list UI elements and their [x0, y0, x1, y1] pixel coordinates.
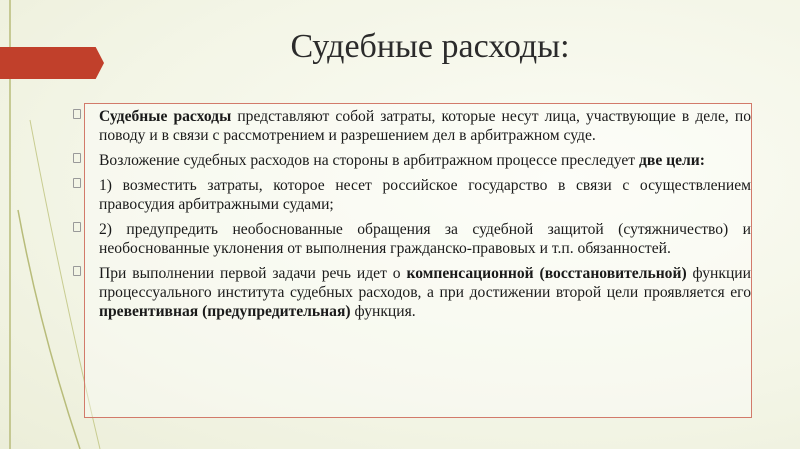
paragraph-functions: При выполнении первой задачи речь идет о компенсационной (восстановительной) функции процессуального института судебных расходов, а при достижении второй цели проявляется его превентивная (предупредительная) функция.	[85, 264, 751, 321]
accent-arrow-shape	[0, 47, 104, 79]
paragraph-definition: Судебные расходы представляют собой затраты, которые несут лица, участвующие в деле, по поводу и в связи с рассмотрением и разрешением дел в арбитражном суде.	[85, 107, 751, 145]
paragraph-goal-2: 2) предупредить необоснованные обращения за судебной защитой (сутяжничество) и необоснованные уклонения от выполнения гражданско-правовых и т.п. обязанностей.	[85, 220, 751, 258]
bullet-icon	[73, 222, 81, 232]
bullet-icon	[73, 109, 81, 119]
bullet-icon	[73, 178, 81, 188]
bullet-icon	[73, 266, 81, 276]
content-box	[84, 103, 752, 418]
paragraph-goals-intro: Возложение судебных расходов на стороны в арбитражном процессе преследует две цели:	[85, 151, 751, 170]
slide-title: Судебные расходы:	[290, 28, 570, 65]
bullet-icon	[73, 153, 81, 163]
paragraph-goal-1: 1) возместить затраты, которое несет российское государство в связи с осуществлением правосудия арбитражными судами;	[85, 176, 751, 214]
